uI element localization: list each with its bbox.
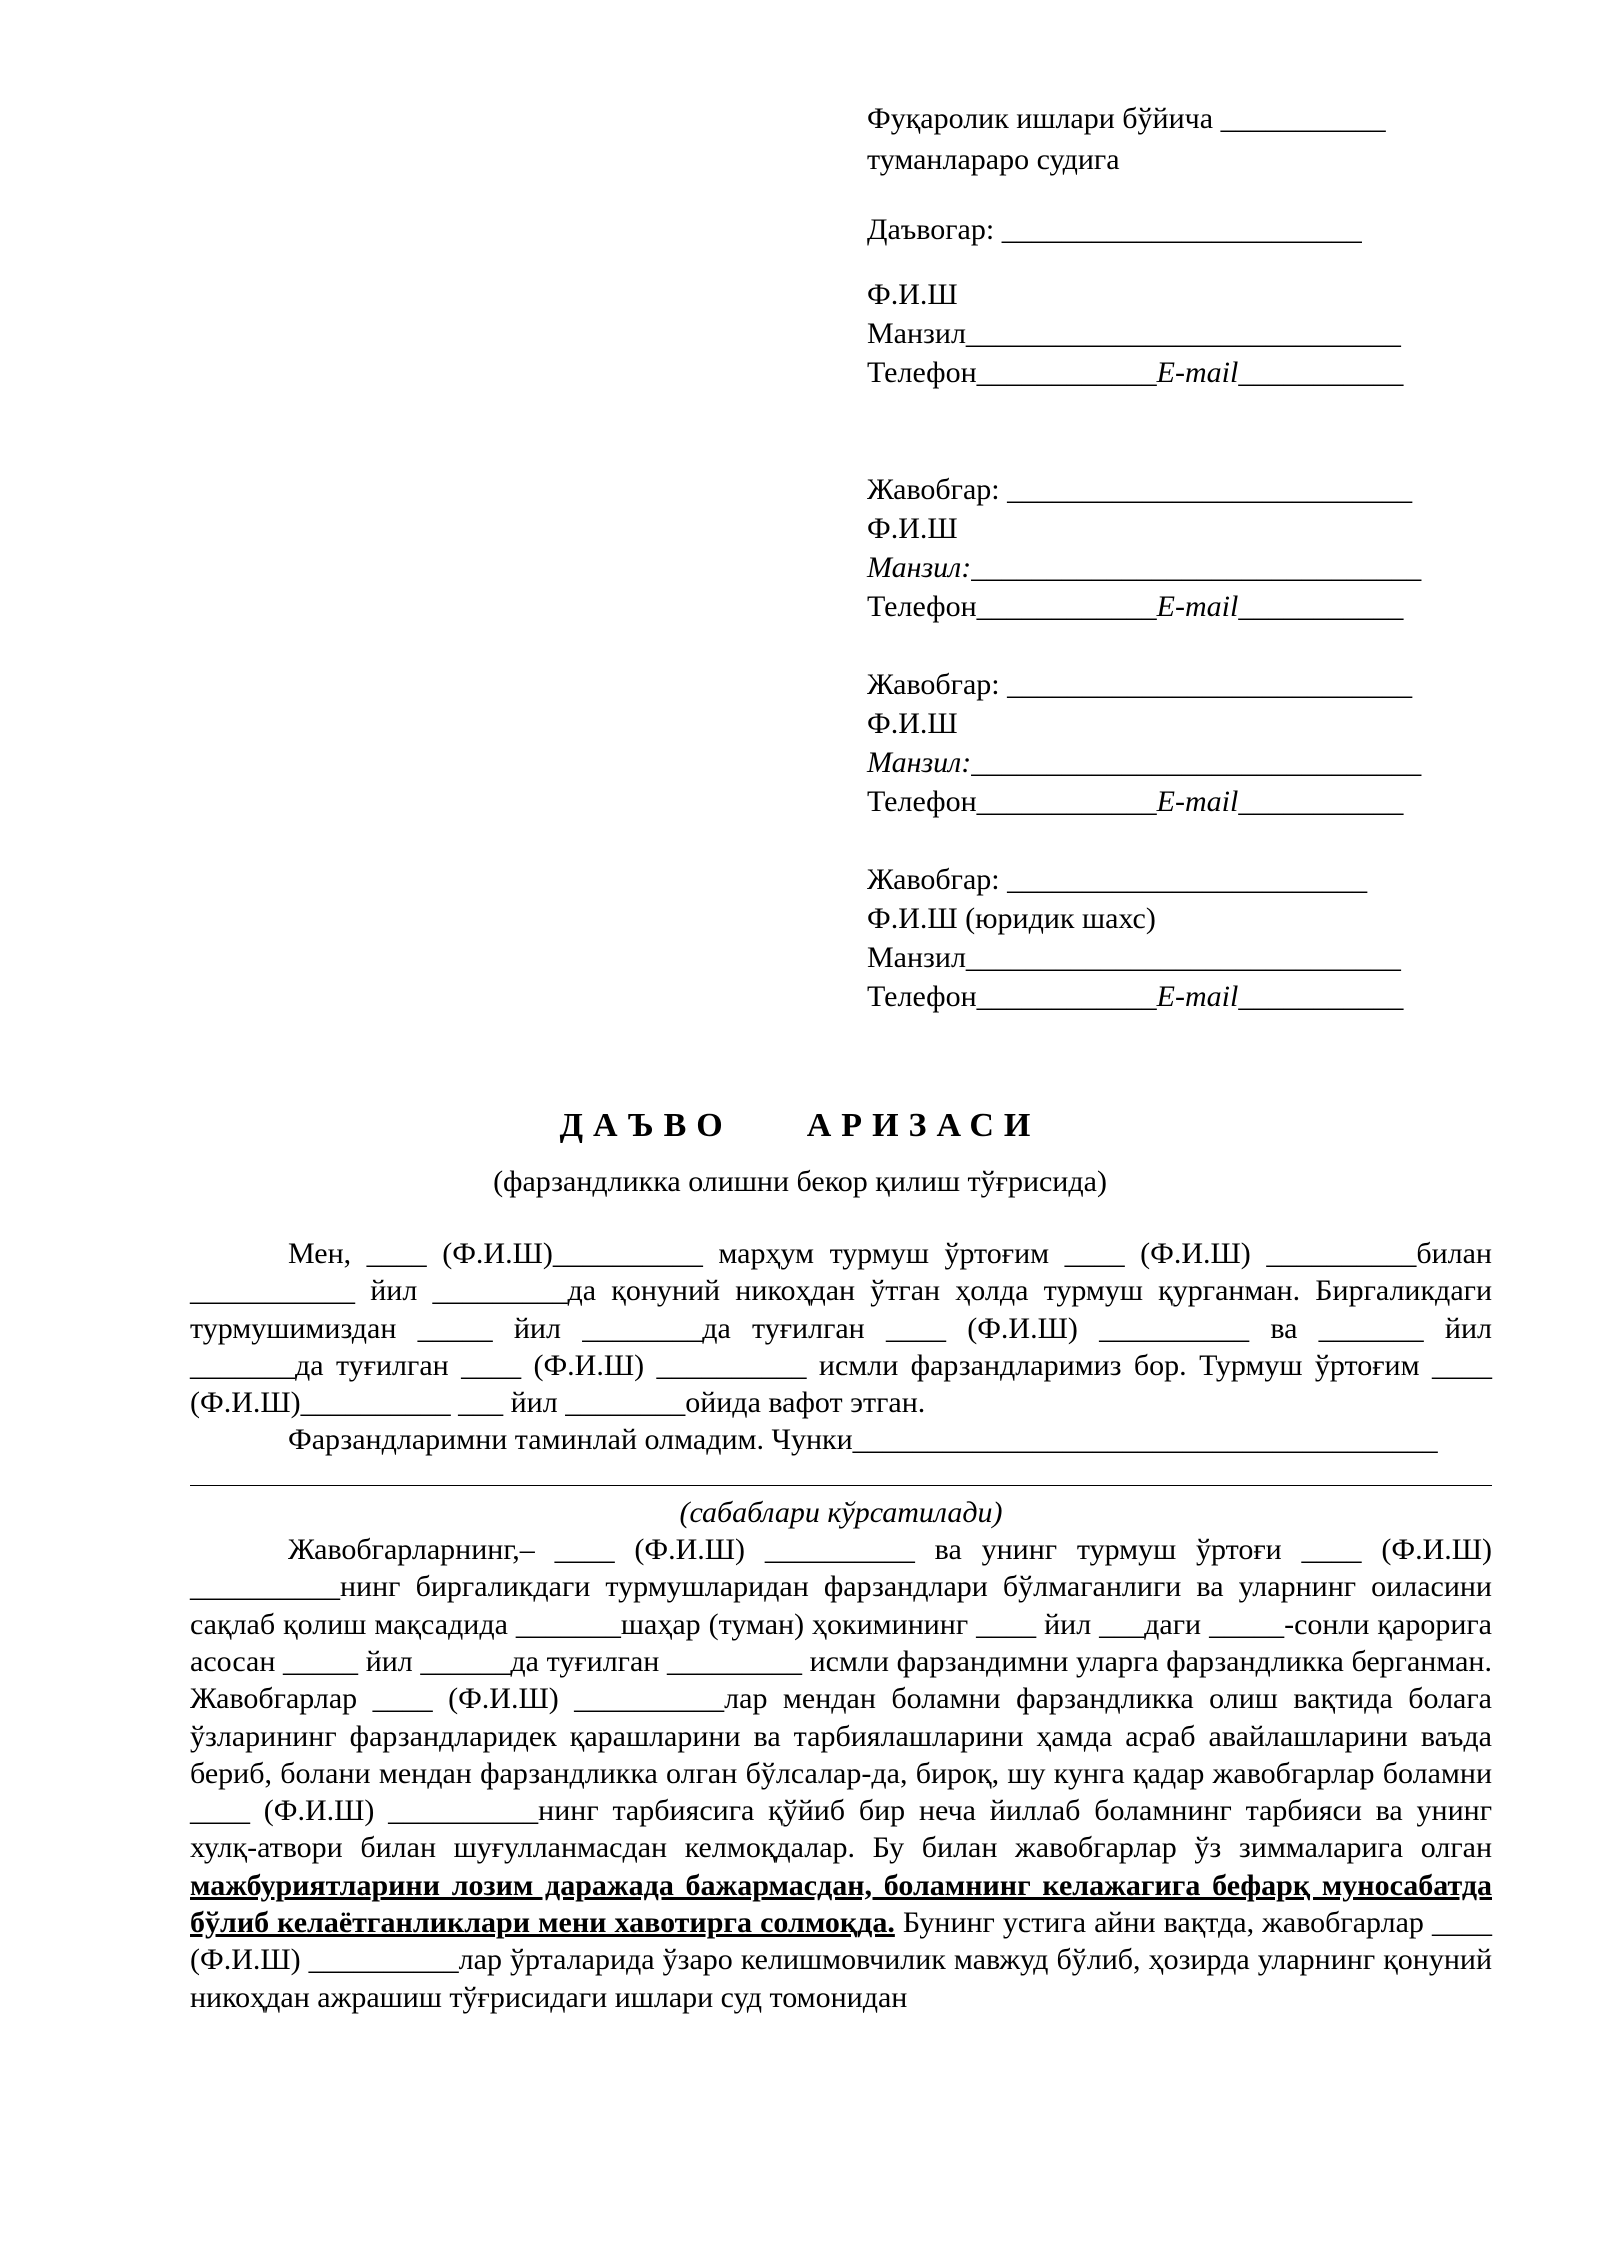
court-line-1: Фуқаролик ишлари бўйича ___________: [867, 102, 1386, 135]
defendant-1-label: Жавобгар: ___________________________: [867, 473, 1413, 506]
document-subtitle: (фарзандликка олишни бекор қилиш тўғрисида): [493, 1165, 1107, 1198]
court-line-2: туманлараро судига: [867, 143, 1120, 176]
plaintiff-address-label: Манзил: [867, 317, 966, 350]
defendant-1-phone-label: Телефон: [867, 590, 977, 623]
defendant-3-label: Жавобгар: ________________________: [867, 863, 1368, 896]
defendant-2-phone-blank: ____________: [976, 785, 1157, 818]
plaintiff-address-blank: _____________________________: [965, 317, 1401, 350]
reasons-caption: (сабаблари кўрсатилади): [679, 1495, 1003, 1529]
defendant-2-fio-caption: Ф.И.Ш: [867, 707, 958, 740]
plaintiff-email-label: E-mail: [1156, 356, 1239, 389]
plaintiff-phone-blank: ____________: [976, 356, 1157, 389]
defendant-2-email-label: E-mail: [1156, 785, 1239, 818]
defendant-3-fio-caption: Ф.И.Ш (юридик шахс): [867, 902, 1156, 935]
defendant-3-email-blank: ___________: [1238, 980, 1404, 1013]
document-title: ДАЪВО АРИЗАСИ: [559, 1107, 1041, 1144]
plaintiff-fio-caption: Ф.И.Ш: [867, 278, 958, 311]
plaintiff-email-blank: ___________: [1238, 356, 1404, 389]
defendant-3-phone-label: Телефон: [867, 980, 977, 1013]
body-paragraph-3-start: Жавобгарларнинг,– ____ (Ф.И.Ш) __________ ва унинг турмуш ўртоғи ____ (Ф.И.Ш) __________нинг биргаликдаги турмушларидан фарзандлари бўлмаганлиги ва уларнинг оиласини сақлаб қолиш мақсадида _______шаҳар (туман) ҳокимининг ____ йил ___даги _____-сонли қарорига асосан _____ йил ______да туғилган _________ исмли фарзандимни уларга фарзандликка берганман. Жавобгарлар ____ (Ф.И.Ш) __________лар мендан боламни фарзандликка олиш вақтида болага ўзларининг фарзандларидек қарашларини ва тарбиялашларини ҳамда асраб авайлашларини ваъда бериб, болани мендан фарзандликка олган бўлсалар-да, бироқ, шу кунга қадар жавобгарлар боламни ____ (Ф.И.Ш) __________нинг тарбиясига қўйиб бир неча йиллаб боламнинг тарбияси ва унинг хулқ-атвори билан шуғулланмасдан келмоқдалар. Бу билан жавобгарлар ўз зиммаларига олган: [190, 1533, 1492, 1865]
plaintiff-label: Даъвогар: ________________________: [867, 213, 1362, 246]
claim-body: [190, 1235, 1492, 2016]
defendant-2-contacts: [867, 783, 1487, 821]
defendant-2-address-label: Манзил:: [867, 746, 972, 779]
defendant-3-phone-blank: ____________: [976, 980, 1157, 1013]
plaintiff-contacts: [867, 354, 1487, 392]
defendant-2-label: Жавобгар: ___________________________: [867, 668, 1413, 701]
plaintiff-phone-label: Телефон: [867, 356, 977, 389]
defendant-2-phone-label: Телефон: [867, 785, 977, 818]
defendant-1-contacts: [867, 588, 1487, 626]
body-paragraph-2: Фарзандларимни таминлай олмадим. Чунки_______________________________________: [288, 1423, 1438, 1457]
defendant-3-address-label: Манзил: [867, 941, 966, 974]
plaintiff-address: [867, 315, 1487, 353]
body-paragraph-1: Мен, ____ (Ф.И.Ш)__________ марҳум турмуш ўртоғим ____ (Ф.И.Ш) __________билан ___________ йил _________да қонуний никоҳдан ўтган ҳолда турмуш қурганман. Биргаликдаги турмушимиздан _____ йил ________да туғилган ____ (Ф.И.Ш) __________ ва _______ йил _______да туғилган ____ (Ф.И.Ш) __________ исмли фарзандларимиз бор. Турмуш ўртоғим ____ (Ф.И.Ш)__________ ___ йил ________ойида вафот этган.: [190, 1237, 1492, 1420]
body-paragraph-3-end: Бунинг устига айни вақтда, жавобгарлар ____ (Ф.И.Ш) __________лар ўрталарида ўзаро келишмовчилик мавжуд бўлиб, ҳозирда уларнинг қонуний никоҳдан ажрашиш тўғрисидаги ишлари суд томонидан: [190, 1906, 1492, 2014]
defendant-1-email-blank: ___________: [1238, 590, 1404, 623]
body-paragraph-3-emphasis: мажбуриятларини лозим даражада бажармасдан, боламнинг келажагига бефарқ муносабатда бўлиб келаётганликлари мени хавотирга солмоқда.: [190, 1868, 1492, 1940]
defendant-1-address-label: Манзил:: [867, 551, 972, 584]
body-paragraph-3: [190, 1531, 1492, 2016]
defendant-3-address: [867, 939, 1487, 977]
defendant-1-address-blank: ______________________________: [971, 551, 1422, 584]
defendant-3-address-blank: _____________________________: [965, 941, 1401, 974]
defendant-1-fio-caption: Ф.И.Ш: [867, 512, 958, 545]
reasons-blank-line: [190, 1459, 1492, 1486]
defendant-1-email-label: E-mail: [1156, 590, 1239, 623]
defendant-3-email-label: E-mail: [1156, 980, 1239, 1013]
defendant-2-email-blank: ___________: [1238, 785, 1404, 818]
defendant-1-address: [867, 549, 1487, 587]
defendant-3-contacts: [867, 978, 1487, 1016]
defendant-1-phone-blank: ____________: [976, 590, 1157, 623]
defendant-2-address-blank: ______________________________: [971, 746, 1422, 779]
defendant-2-address: [867, 744, 1487, 782]
